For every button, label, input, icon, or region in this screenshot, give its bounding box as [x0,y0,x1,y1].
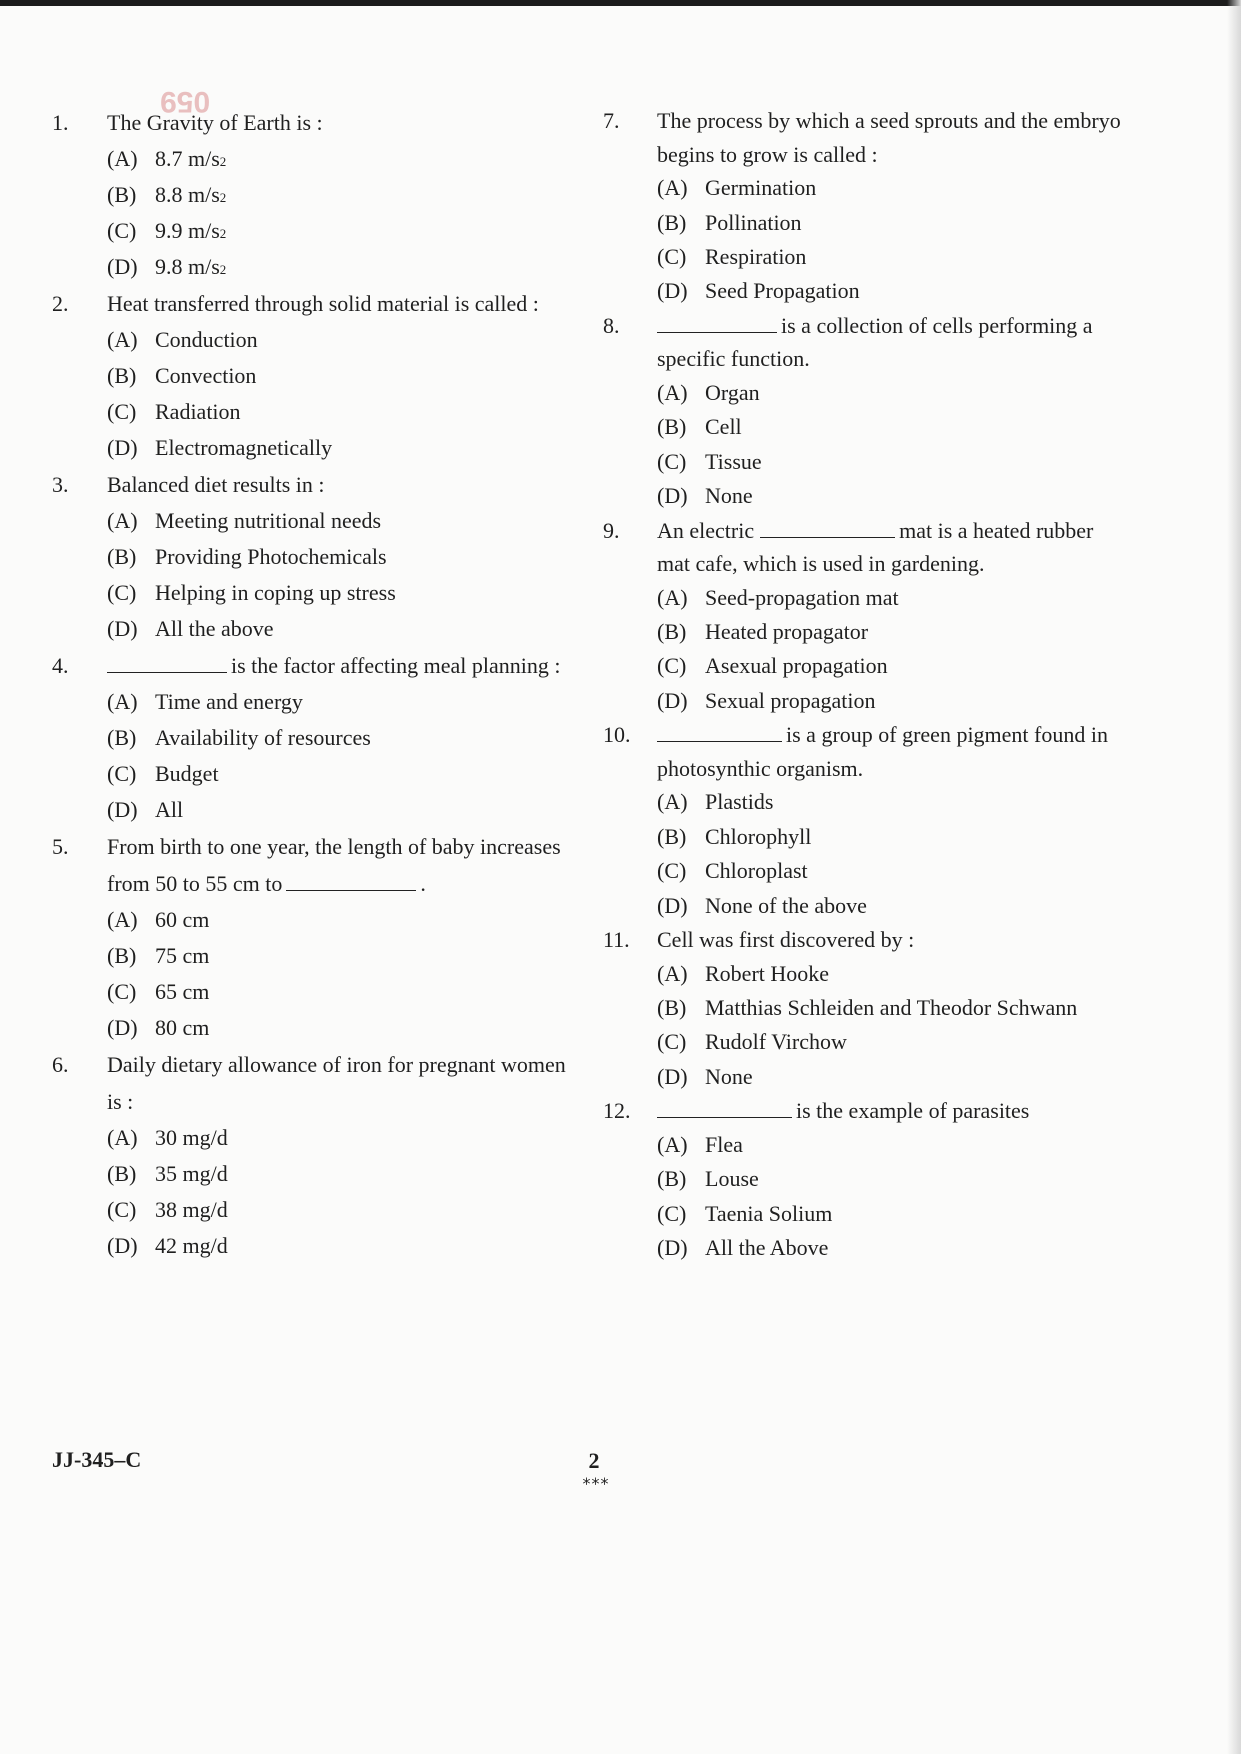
question-text-cont: photosynthic organism. [657,755,864,781]
question-10 [603,718,1143,923]
option-d: (D) 80 cm [107,1015,210,1040]
question-text: is the factor affecting meal planning : [231,653,561,678]
top-scan-border [0,0,1241,6]
option-d: (D) None [657,483,753,509]
question-text: The Gravity of Earth is : [107,110,323,135]
option-d: (D) All the Above [657,1234,829,1260]
option-a: (A) Germination [657,175,817,201]
question-3 [52,466,592,647]
question-1 [52,104,592,285]
question-text: Daily dietary allowance of iron for pregnant women [107,1052,566,1077]
question-text: Heat transferred through solid material is called : [107,291,539,316]
question-number: 7. [603,108,620,133]
option-a: (A) Organ [657,379,760,405]
question-text: is a group of green pigment found in [786,722,1108,748]
question-number: 9. [603,517,620,543]
option-c: (C) Helping in coping up stress [107,580,396,605]
question-number: 2. [52,291,69,316]
option-a: (A) 60 cm [107,907,210,932]
option-b: (B) 75 cm [107,943,210,968]
question-text-cont: specific function. [657,346,810,372]
question-text: mat is a heated rubber [899,517,1094,543]
question-number: 5. [52,834,69,859]
question-5: 5. From birth to one year, the length of baby increases from 50 to 55 cm to . (A) 60 cm (B) 75 cm (C) 65 cm (D) 80 cm [52,828,592,1046]
question-text-cont: is : [107,1089,134,1114]
option-list [603,376,1143,514]
question-number: 3. [52,472,69,497]
question-number: 11. [603,927,630,952]
option-b: (B) Cell [657,414,742,440]
option-list [52,684,592,828]
page-number: 2 [588,1448,600,1473]
option-d: (D) 42 mg/d [107,1233,228,1258]
option-d: (D) 9.8 m/s 2 [107,254,227,279]
paper-code: JJ-345–C [52,1447,142,1472]
option-list [603,171,1143,309]
option-c: (C) Asexual propagation [657,653,888,679]
option-a: (A) Time and energy [107,689,303,714]
option-c: (C) Budget [107,761,219,786]
option-c: (C) 9.9 m/s 2 [107,218,227,243]
answer-blank [657,331,777,333]
option-a: (A) 8.7 m/s 2 [107,146,227,171]
option-c: (C) Chloroplast [657,858,808,884]
option-a: (A) 30 mg/d [107,1125,228,1150]
question-2 [52,285,592,466]
option-list [603,581,1143,719]
question-text: From birth to one year, the length of baby increases [107,834,561,859]
question-text-cont: begins to grow is called : [657,141,878,167]
option-d: (D) All the above [107,616,274,641]
option-b: (B) 35 mg/d [107,1161,228,1186]
option-a: (A) Robert Hooke [657,960,830,986]
option-a: (A) Meeting nutritional needs [107,508,382,533]
question-number: 4. [52,653,69,678]
option-c: (C) 38 mg/d [107,1197,228,1222]
answer-blank [657,1116,792,1118]
option-b: (B) Providing Photochemicals [107,544,387,569]
option-a: (A) Plastids [657,789,774,815]
option-b: (B) Availability of resources [107,725,371,750]
question-text: The process by which a seed sprouts and the embryo [657,108,1121,133]
option-list [603,957,1143,1095]
option-list [52,902,592,1046]
question-4 [52,647,592,828]
option-list [52,141,592,285]
answer-blank [657,740,782,742]
question-text: Balanced diet results in : [107,472,325,497]
option-list [52,1120,592,1264]
option-c: (C) Rudolf Virchow [657,1029,847,1055]
question-text: is a collection of cells performing a [781,312,1093,338]
option-list [603,785,1143,923]
answer-blank [286,889,416,891]
option-a: (A) Conduction [107,327,258,352]
option-list [603,1128,1143,1266]
option-list [52,322,592,466]
option-c: (C) Radiation [107,399,241,424]
question-number: 1. [52,110,69,135]
scan-edge-shadow [1227,0,1241,1754]
question-8 [603,309,1143,514]
question-text-cont: mat cafe, which is used in gardening. [657,551,985,577]
option-a: (A) Flea [657,1131,743,1157]
option-d: (D) Sexual propagation [657,687,876,713]
option-d: (D) Seed Propagation [657,278,860,304]
option-b: (B) Chlorophyll [657,823,812,849]
option-d: (D) All [107,797,184,822]
option-b: (B) Heated propagator [657,619,869,645]
question-7 [603,104,1143,309]
footer-stars: *** [582,1474,610,1493]
question-text: is the example of parasites [796,1098,1030,1124]
answer-blank [107,671,227,673]
option-b: (B) Convection [107,363,257,388]
option-list [52,503,592,647]
ink-stamp: 059 [160,85,211,118]
option-b: (B) Matthias Schleiden and Theodor Schwann [657,994,1078,1020]
question-text-cont: from 50 to 55 cm to [107,871,283,896]
question-text: An electric [657,517,755,543]
option-c: (C) Tissue [657,448,762,474]
question-9 [603,514,1143,719]
question-12 [603,1094,1143,1265]
question-number: 10. [603,722,631,748]
option-b: (B) Pollination [657,209,802,235]
option-c: (C) 65 cm [107,979,210,1004]
option-d: (D) None of the above [657,892,867,918]
option-b: (B) Louse [657,1166,759,1192]
question-number: 8. [603,312,620,338]
option-c: (C) Taenia Solium [657,1200,833,1226]
option-c: (C) Respiration [657,243,807,269]
option-a: (A) Seed-propagation mat [657,584,899,610]
question-number: 12. [603,1098,631,1124]
option-d: (D) Electromagnetically [107,435,333,460]
option-d: (D) None [657,1063,753,1089]
question-text: Cell was first discovered by : [657,927,915,952]
option-b: (B) 8.8 m/s 2 [107,182,227,207]
question-6 [52,1046,592,1264]
left-column [52,104,592,1264]
question-number: 6. [52,1052,69,1077]
right-column [603,104,1143,1265]
question-11 [603,923,1143,1094]
answer-blank [760,536,895,538]
